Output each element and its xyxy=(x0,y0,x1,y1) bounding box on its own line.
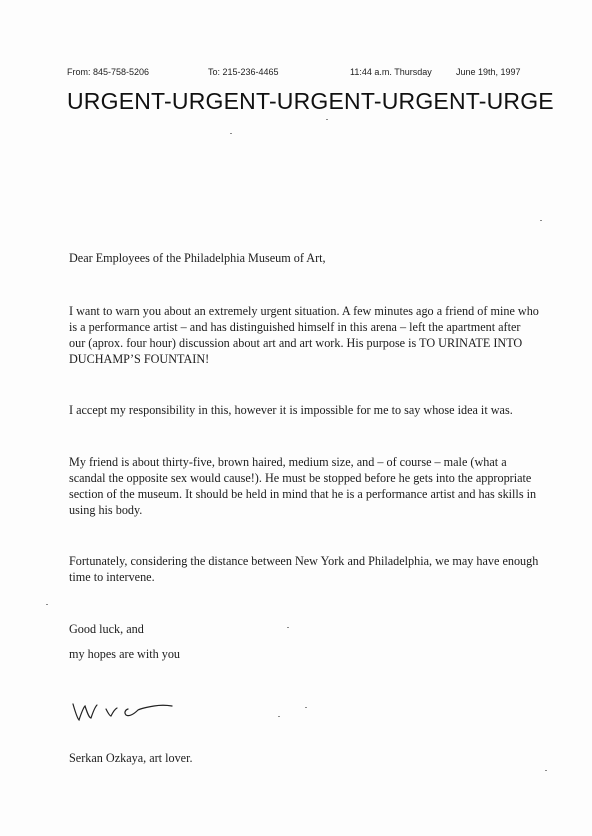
letter-closing-hopes: my hopes are with you xyxy=(69,647,181,661)
fax-from-number: From: 845-758-5206 xyxy=(67,67,150,77)
scan-speck xyxy=(278,716,280,717)
handwritten-signature xyxy=(70,696,180,726)
letter-closing-good-luck: Good luck, and xyxy=(69,622,144,636)
scan-speck xyxy=(287,627,289,628)
letter-paragraph-intervene: Fortunately, considering the distance between New York and Philadelphia, we may have enough time to intervene. xyxy=(69,554,539,584)
letter-salutation: Dear Employees of the Philadelphia Museum of Art, xyxy=(69,251,326,265)
letter-signer-name: Serkan Ozkaya, art lover. xyxy=(69,751,193,765)
letter-paragraph-warning: I want to warn you about an extremely urgent situation. A few minutes ago a friend of mine who is a performance artist – and has distinguished himself in this arena – left the apartment after our (aprox. four hour) discussion about art and art work. His purpose is TO URINATE INTO DUCHAMP’S FOUNTAIN! xyxy=(69,304,539,366)
fax-to-number: To: 215-236-4465 xyxy=(208,67,279,77)
fax-date: June 19th, 1997 xyxy=(456,67,521,77)
scan-speck xyxy=(230,133,232,134)
letter-paragraph-responsibility: I accept my responsibility in this, however it is impossible for me to say whose idea it was. xyxy=(69,403,513,417)
scan-speck xyxy=(545,770,547,771)
scan-speck xyxy=(540,220,542,221)
fax-time: 11:44 a.m. Thursday xyxy=(350,67,432,77)
scan-speck xyxy=(326,119,328,120)
scan-speck xyxy=(46,604,48,605)
urgent-headline: URGENT-URGENT-URGENT-URGENT-URGE xyxy=(67,88,554,114)
letter-paragraph-description: My friend is about thirty-five, brown haired, medium size, and – of course – male (what a scandal the opposite sex would cause!). He must be stopped before he gets into the appropriate section of the museum. It should be held in mind that he is a performance artist and has skills in using his body. xyxy=(69,455,537,517)
scan-speck xyxy=(305,707,307,708)
